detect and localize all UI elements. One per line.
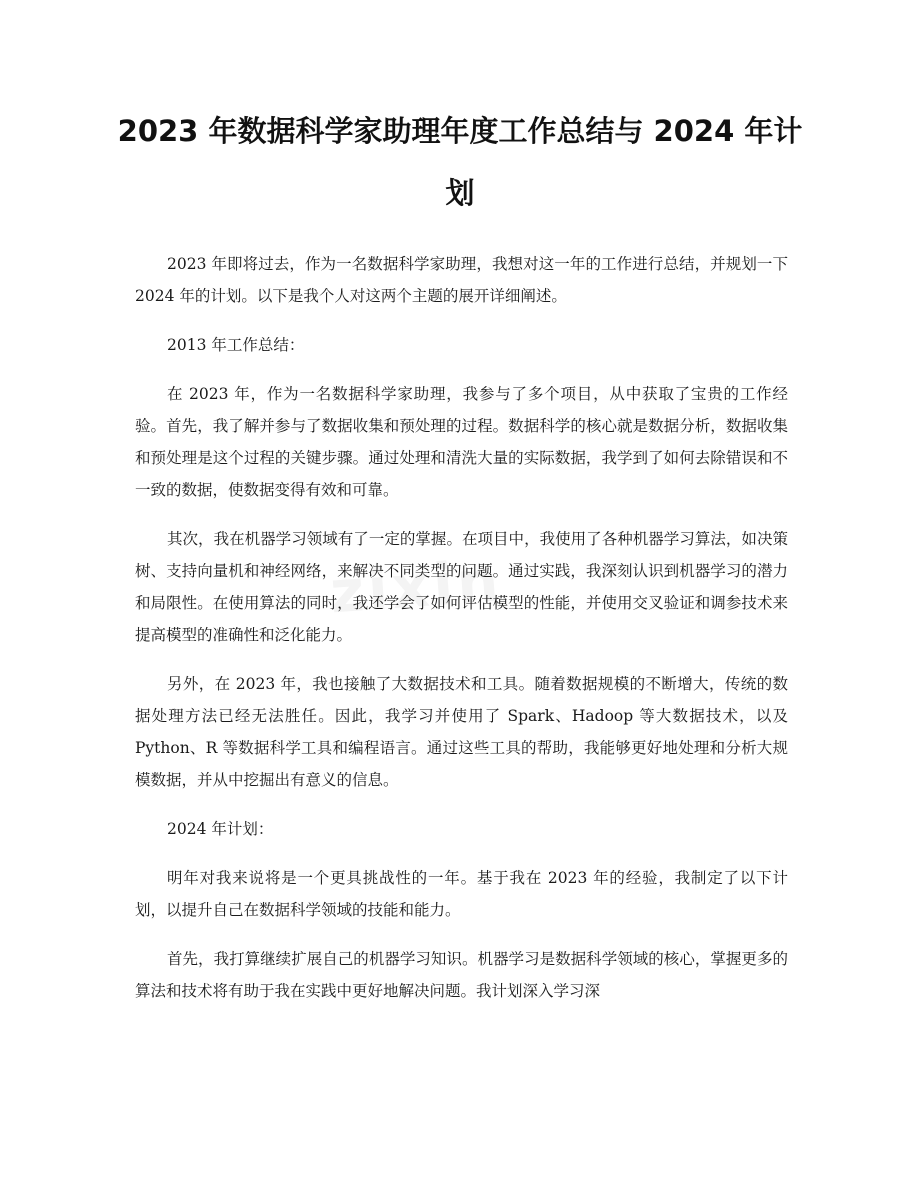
paragraph-intro: 2023 年即将过去，作为一名数据科学家助理，我想对这一年的工作进行总结，并规划一下 2024 年的计划。以下是我个人对这两个主题的展开详细阐述。	[135, 255, 788, 305]
watermark: zixin	[327, 546, 505, 627]
paragraph-plan-ml: 首先，我打算继续扩展自己的机器学习知识。机器学习是数据科学领域的核心，掌握更多的算法和技术将有助于我在实践中更好地解决问题。我计划深入学习深	[135, 950, 788, 1000]
document-body	[135, 248, 788, 1024]
paragraph-machine-learning: 其次，我在机器学习领域有了一定的掌握。在项目中，我使用了各种机器学习算法，如决策树、支持向量机和神经网络，来解决不同类型的问题。通过实践，我深刻认识到机器学习的潜力和局限性。在使用算法的同时，我还学会了如何评估模型的性能，并使用交叉验证和调参技术来提高模型的准确性和泛化能力。	[135, 530, 788, 644]
section-heading-summary: 2013 年工作总结：	[167, 336, 305, 354]
document-title: 2023 年数据科学家助理年度工作总结与 2024 年计划	[117, 114, 803, 210]
section-heading-plan: 2024 年计划：	[167, 820, 274, 838]
paragraph-plan-intro: 明年对我来说将是一个更具挑战性的一年。基于我在 2023 年的经验，我制定了以下计划，以提升自己在数据科学领域的技能和能力。	[135, 869, 788, 919]
paragraph-big-data: 另外，在 2023 年，我也接触了大数据技术和工具。随着数据规模的不断增大，传统的数据处理方法已经无法胜任。因此，我学习并使用了 Spark、Hadoop 等大数据技术，以及 Python、R 等数据科学工具和编程语言。通过这些工具的帮助，我能够更好地处理和分析大规模数据，并从中挖掘出有意义的信息。	[135, 675, 788, 789]
paragraph-data-processing: 在 2023 年，作为一名数据科学家助理，我参与了多个项目，从中获取了宝贵的工作经验。首先，我了解并参与了数据收集和预处理的过程。数据科学的核心就是数据分析，数据收集和预处理是这个过程的关键步骤。通过处理和清洗大量的实际数据，我学到了如何去除错误和不一致的数据，使数据变得有效和可靠。	[135, 385, 788, 499]
